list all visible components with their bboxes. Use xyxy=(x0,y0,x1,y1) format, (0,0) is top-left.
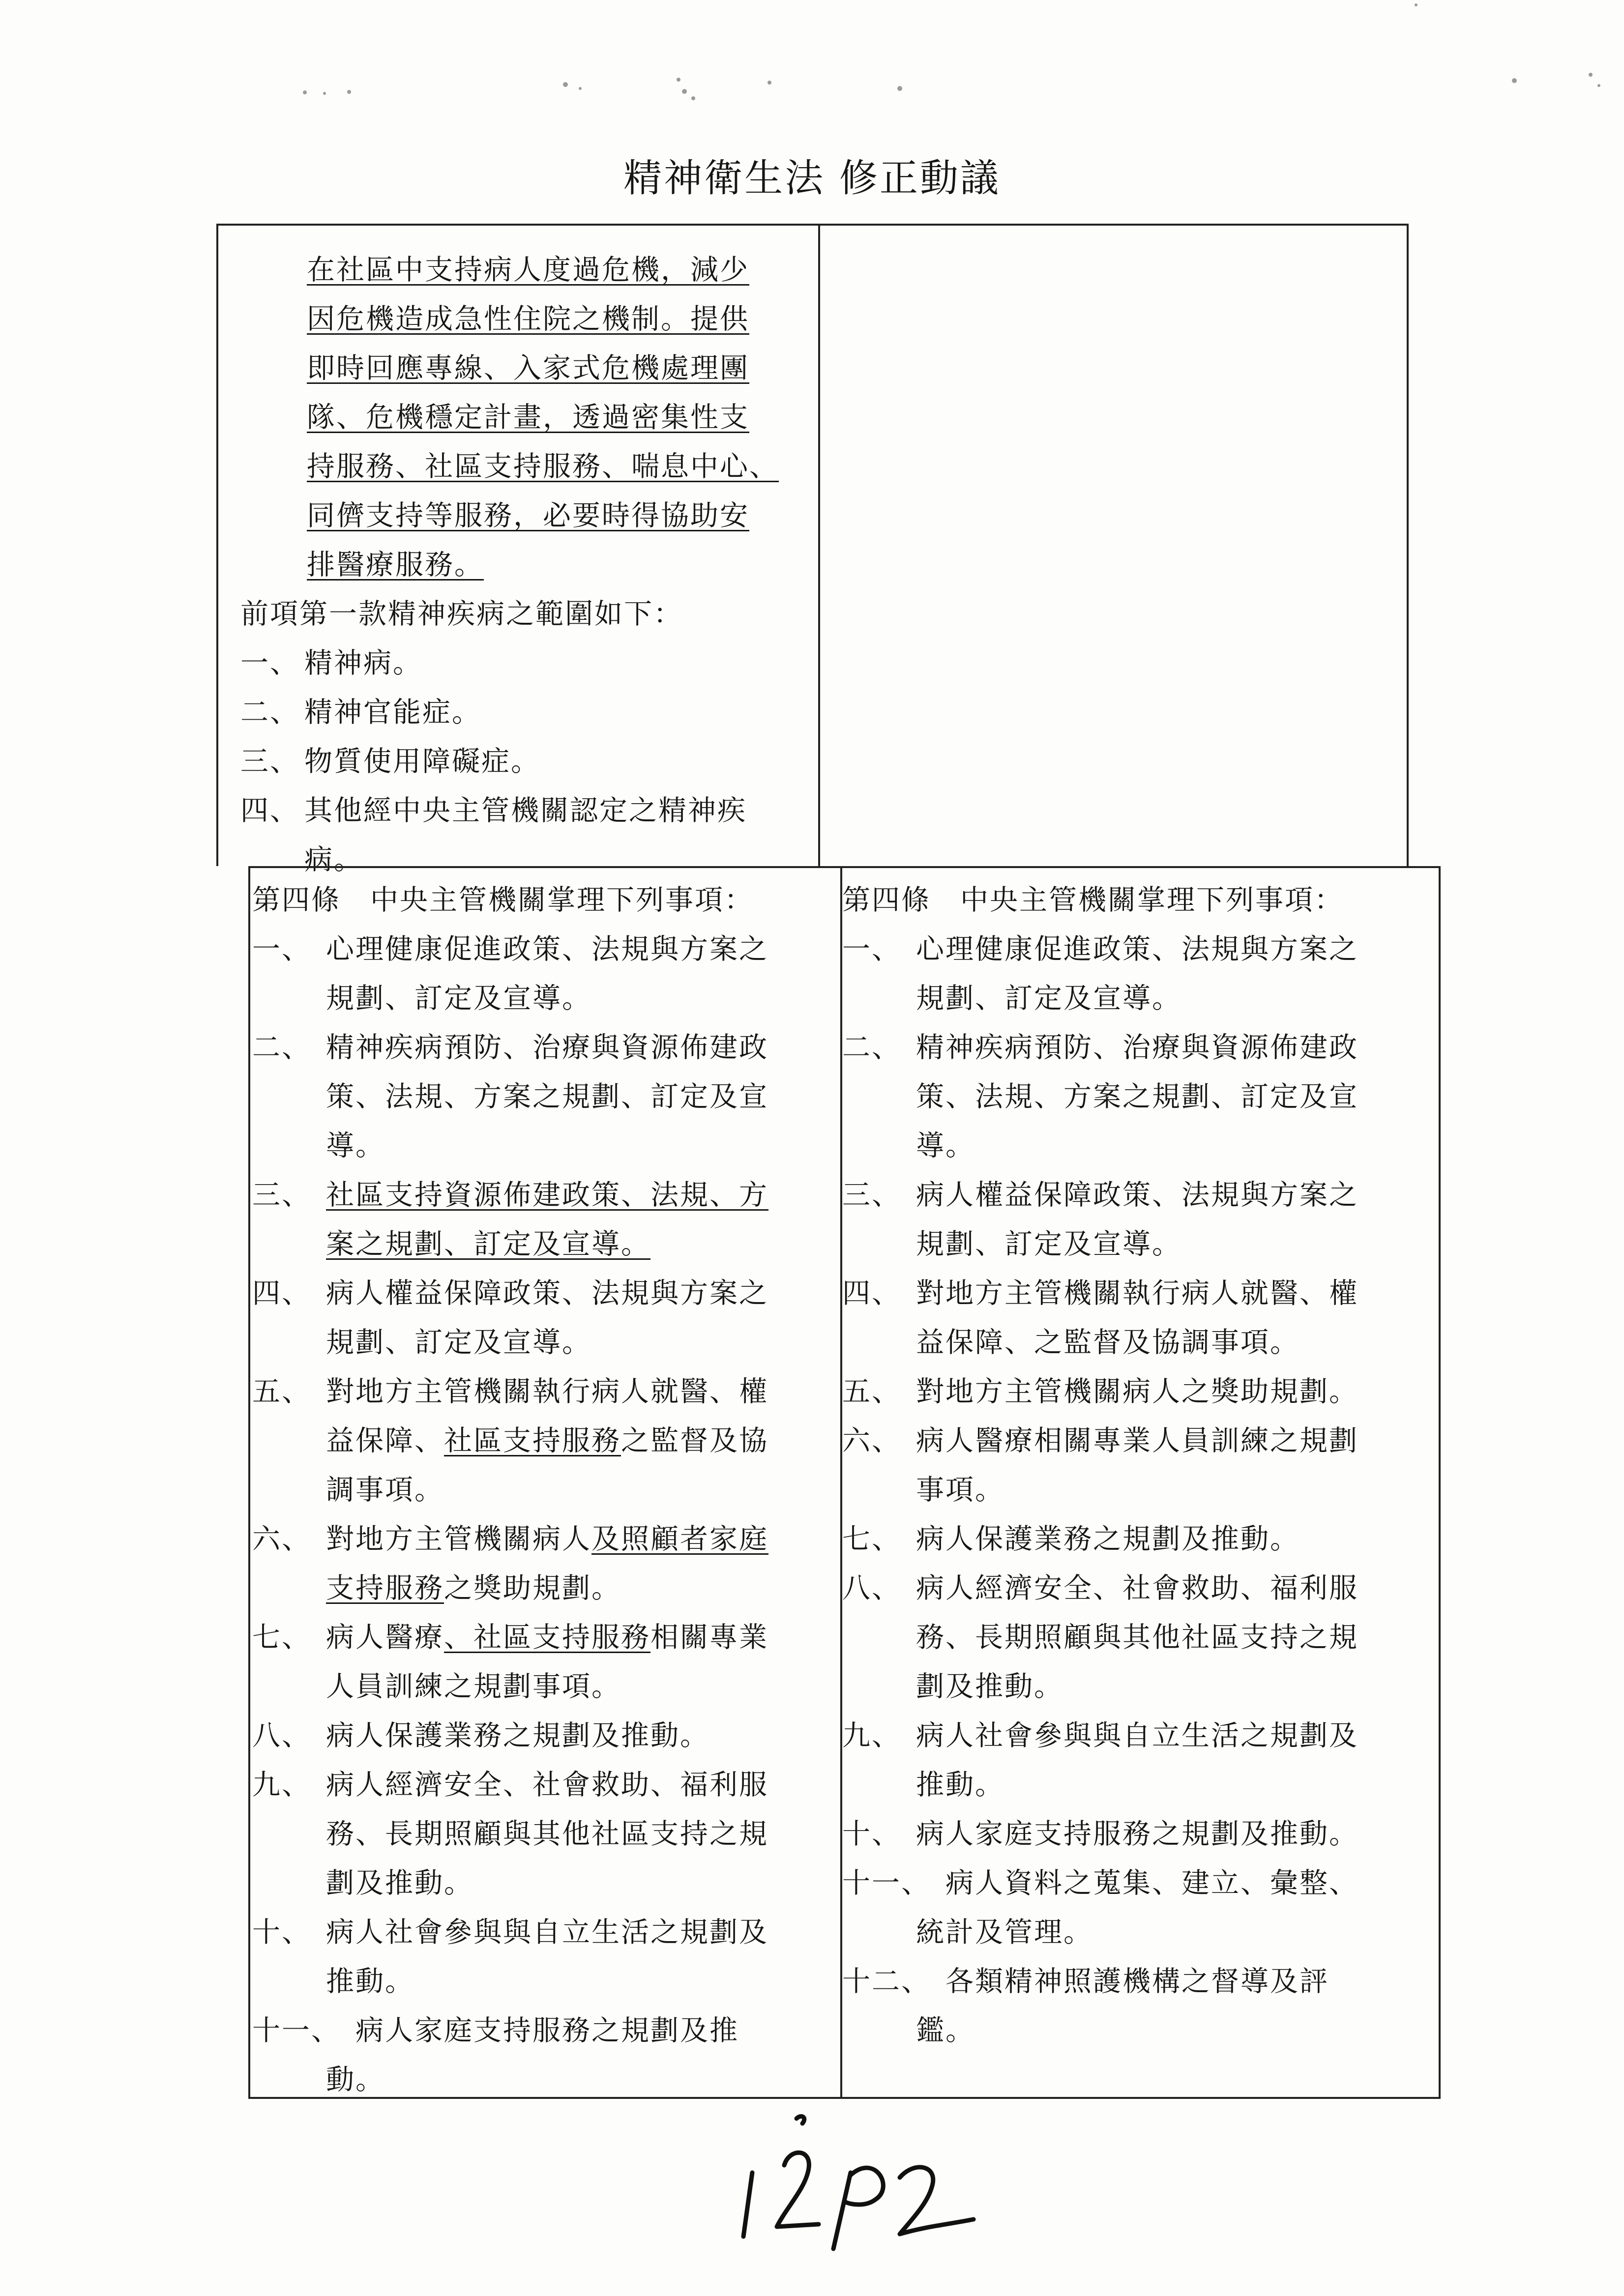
item-number: 四、 xyxy=(842,1277,901,1309)
text-segment: 規劃、訂定及宣導。 xyxy=(326,1326,591,1359)
list-item xyxy=(252,1908,840,2006)
item-number: 十二、 xyxy=(842,1965,931,1998)
item-text-line: 心理健康促進政策、法規與方案之 xyxy=(916,933,1358,965)
item-number: 十一、 xyxy=(252,2014,341,2047)
list-item xyxy=(842,1367,1439,1416)
list-item xyxy=(252,1170,840,1269)
item-text-line xyxy=(326,925,840,974)
text-segment: 調事項。 xyxy=(326,1474,444,1506)
list-item xyxy=(252,925,840,1023)
text-segment: 病人家庭支持服務之規劃及推 xyxy=(326,2014,739,2047)
item-text-line: 各類精神照護機構之督導及評 xyxy=(916,1965,1329,1998)
underlined-amendment: 社區支持服務 xyxy=(444,1424,621,1457)
text-segment: 病人權益保障政策、法規與方案之 xyxy=(326,1277,768,1309)
item-text-line: 其他經中央主管機關認定之精神疾 xyxy=(304,794,747,827)
underlined-amendment: 、社區支持服務 xyxy=(444,1621,650,1654)
list-item xyxy=(252,1269,840,1367)
item-text-line: 鑑。 xyxy=(916,2014,975,2047)
text-segment: 動。 xyxy=(326,2063,385,2096)
list-item xyxy=(842,1269,1439,1367)
item-text-line xyxy=(326,1023,840,1072)
text-segment: 導。 xyxy=(326,1130,385,1162)
item-text-line xyxy=(326,1760,840,1809)
continuation-line: 即時回應專線、入家式危機處理團 xyxy=(307,352,749,384)
item-text-line xyxy=(326,1514,840,1564)
continuation-line: 在社區中支持病人度過危機，減少 xyxy=(307,254,749,286)
item-text-line xyxy=(326,1908,840,1957)
item-number: 二、 xyxy=(842,1031,901,1064)
text-segment: 規劃、訂定及宣導。 xyxy=(326,982,591,1015)
left-article-heading: 第四條 中央主管機關掌理下列事項： xyxy=(252,884,754,916)
item-number: 五、 xyxy=(252,1375,311,1408)
item-text-line xyxy=(326,1809,840,1859)
item-text-line xyxy=(326,1957,840,2006)
text-segment: 對地方主管機關病人 xyxy=(326,1523,591,1555)
text-segment: 相關專業 xyxy=(650,1621,768,1654)
item-number: 七、 xyxy=(842,1523,901,1555)
text-segment: 之監督及協 xyxy=(621,1424,768,1457)
item-text-line: 病人社會參與與自立生活之規劃及 xyxy=(916,1719,1358,1752)
document-title: 精神衛生法 修正動議 xyxy=(623,156,1001,201)
continuation-line: 隊、危機穩定計畫，透過密集性支 xyxy=(307,401,749,434)
text-segment: 病人社會參與與自立生活之規劃及 xyxy=(326,1916,768,1948)
scope-list xyxy=(240,639,818,884)
list-item xyxy=(842,1957,1439,2055)
underlined-amendment: 支持服務 xyxy=(326,1572,444,1604)
list-item xyxy=(252,1023,840,1170)
item-number: 八、 xyxy=(252,1719,311,1752)
item-number: 七、 xyxy=(252,1621,311,1654)
upper-continuation-text xyxy=(240,245,818,589)
list-item xyxy=(842,1514,1439,1564)
left-item-list xyxy=(252,925,840,2104)
item-number: 一、 xyxy=(240,647,299,679)
list-item xyxy=(842,1809,1439,1859)
text-segment: 策、法規、方案之規劃、訂定及宣 xyxy=(326,1080,768,1113)
item-text-line: 病人經濟安全、社會救助、福利服 xyxy=(916,1572,1358,1604)
item-number: 九、 xyxy=(842,1719,901,1752)
item-number: 二、 xyxy=(252,1031,311,1064)
item-text-line: 規劃、訂定及宣導。 xyxy=(916,982,1181,1015)
item-number: 十、 xyxy=(252,1916,311,1948)
item-text-line: 規劃、訂定及宣導。 xyxy=(916,1228,1181,1260)
text-segment: 務、長期照顧與其他社區支持之規 xyxy=(326,1818,768,1850)
item-number: 四、 xyxy=(240,794,299,827)
item-text-line: 精神疾病預防、治療與資源佈建政 xyxy=(916,1031,1358,1064)
item-text-line: 導。 xyxy=(916,1130,975,1162)
item-number: 十、 xyxy=(842,1818,901,1850)
item-number: 四、 xyxy=(252,1277,311,1309)
item-number: 五、 xyxy=(842,1375,901,1408)
item-number: 三、 xyxy=(240,745,299,778)
lower-left-cell xyxy=(250,868,840,2097)
item-text-line: 劃及推動。 xyxy=(916,1670,1063,1703)
item-text-line: 務、長期照顧與其他社區支持之規 xyxy=(916,1621,1358,1654)
list-item xyxy=(252,1760,840,1908)
right-article-heading: 第四條 中央主管機關掌理下列事項： xyxy=(842,884,1344,916)
item-number: 六、 xyxy=(252,1523,311,1555)
text-segment: 益保障、 xyxy=(326,1424,444,1457)
item-text-line: 推動。 xyxy=(916,1769,1004,1801)
scope-intro: 前項第一款精神疾病之範圍如下： xyxy=(240,598,683,630)
list-item xyxy=(252,1613,840,1711)
item-text-line xyxy=(326,1269,840,1318)
item-text-line xyxy=(326,1170,840,1220)
item-text-line: 策、法規、方案之規劃、訂定及宣 xyxy=(916,1080,1358,1113)
list-item xyxy=(240,737,818,786)
item-text-line xyxy=(326,2006,840,2055)
list-item xyxy=(842,1859,1439,1957)
item-text-line xyxy=(326,2055,840,2104)
upper-table xyxy=(216,224,1409,876)
item-text-line xyxy=(326,1416,840,1465)
item-text-line xyxy=(326,974,840,1023)
item-text-line xyxy=(326,1613,840,1662)
item-text-line: 病人家庭支持服務之規劃及推動。 xyxy=(916,1818,1358,1850)
lower-table xyxy=(248,866,1441,2099)
list-item xyxy=(252,1367,840,1514)
list-item xyxy=(252,1514,840,1613)
item-text-line xyxy=(326,1859,840,1908)
continuation-line: 因危機造成急性住院之機制。提供 xyxy=(307,303,749,335)
item-text-line xyxy=(326,1367,840,1416)
item-text-line xyxy=(326,1220,840,1269)
upper-left-cell xyxy=(218,226,818,876)
item-text-line xyxy=(326,1662,840,1711)
list-item xyxy=(842,1711,1439,1809)
item-text-line: 病。 xyxy=(304,843,363,876)
item-text-line xyxy=(326,1711,840,1760)
text-segment: 推動。 xyxy=(326,1965,414,1998)
item-number: 六、 xyxy=(842,1424,901,1457)
list-item xyxy=(842,1564,1439,1711)
text-segment: 心理健康促進政策、法規與方案之 xyxy=(326,933,768,965)
item-text-line: 精神官能症。 xyxy=(304,696,481,728)
list-item xyxy=(252,2006,840,2104)
text-segment: 劃及推動。 xyxy=(326,1867,473,1899)
upper-right-cell xyxy=(820,226,1407,866)
item-text-line: 益保障、之監督及協調事項。 xyxy=(916,1326,1299,1359)
item-number: 二、 xyxy=(240,696,299,728)
item-text-line: 病人保護業務之規劃及推動。 xyxy=(916,1523,1299,1555)
item-text-line: 病人醫療相關專業人員訓練之規劃 xyxy=(916,1424,1358,1457)
item-number: 三、 xyxy=(252,1179,311,1211)
text-segment: 對地方主管機關執行病人就醫、權 xyxy=(326,1375,768,1408)
item-text-line: 對地方主管機關執行病人就醫、權 xyxy=(916,1277,1358,1309)
item-text-line: 統計及管理。 xyxy=(916,1916,1093,1948)
item-number: 十一、 xyxy=(842,1867,931,1899)
item-number: 一、 xyxy=(842,933,901,965)
item-number: 九、 xyxy=(252,1769,311,1801)
list-item xyxy=(842,1170,1439,1269)
text-segment: 病人保護業務之規劃及推動。 xyxy=(326,1719,709,1752)
right-item-list xyxy=(842,925,1439,2055)
list-item xyxy=(240,688,818,737)
continuation-line: 同儕支持等服務，必要時得協助安 xyxy=(307,499,749,532)
list-item xyxy=(842,1416,1439,1514)
item-text-line: 病人資料之蒐集、建立、彙整、 xyxy=(916,1867,1358,1899)
text-segment: 病人經濟安全、社會救助、福利服 xyxy=(326,1769,768,1801)
item-text-line xyxy=(326,1072,840,1121)
item-number: 三、 xyxy=(842,1179,901,1211)
item-number: 八、 xyxy=(842,1572,901,1604)
handwritten-page-number xyxy=(728,2114,993,2251)
text-segment: 人員訓練之規劃事項。 xyxy=(326,1670,621,1703)
list-item xyxy=(842,925,1439,1023)
underlined-amendment: 及照顧者家庭 xyxy=(591,1523,768,1555)
text-segment: 精神疾病預防、治療與資源佈建政 xyxy=(326,1031,768,1064)
underlined-amendment: 案之規劃、訂定及宣導。 xyxy=(326,1228,650,1260)
item-number: 一、 xyxy=(252,933,311,965)
continuation-line: 排醫療服務。 xyxy=(307,549,484,581)
item-text-line: 精神病。 xyxy=(304,647,422,679)
item-text-line xyxy=(326,1121,840,1170)
text-segment: 病人醫療 xyxy=(326,1621,444,1654)
text-segment: 之獎助規劃。 xyxy=(444,1572,621,1604)
item-text-line xyxy=(326,1318,840,1367)
item-text-line: 病人權益保障政策、法規與方案之 xyxy=(916,1179,1358,1211)
item-text-line xyxy=(326,1465,840,1514)
continuation-line: 持服務、社區支持服務、喘息中心、 xyxy=(307,450,779,483)
list-item xyxy=(252,1711,840,1760)
item-text-line: 物質使用障礙症。 xyxy=(304,745,540,778)
list-item xyxy=(842,1023,1439,1170)
list-item xyxy=(240,639,818,688)
lower-right-cell xyxy=(842,868,1439,2097)
item-text-line: 對地方主管機關病人之獎助規劃。 xyxy=(916,1375,1358,1408)
item-text-line xyxy=(326,1564,840,1613)
underlined-amendment: 社區支持資源佈建政策、法規、方 xyxy=(326,1179,768,1211)
item-text-line: 事項。 xyxy=(916,1474,1004,1506)
